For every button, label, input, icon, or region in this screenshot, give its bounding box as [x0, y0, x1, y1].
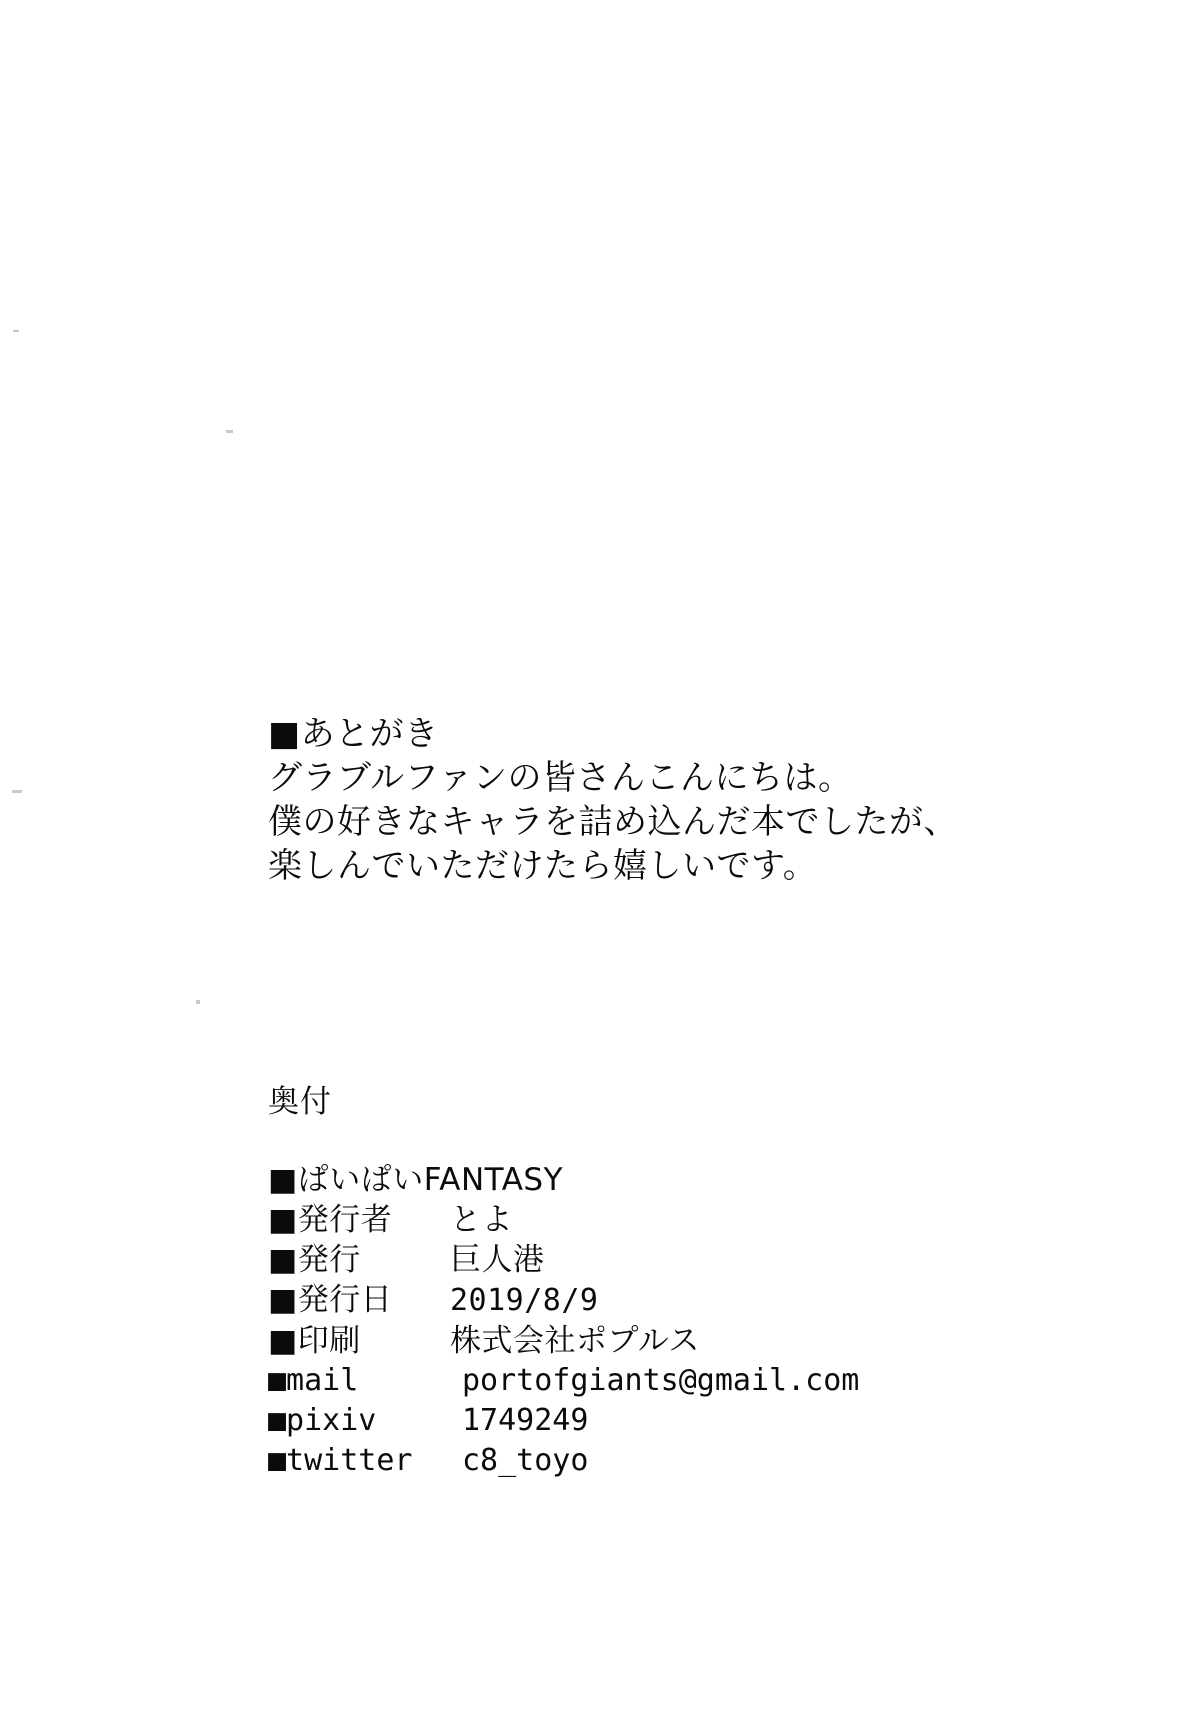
- afterword-line: 僕の好きなキャラを詰め込んだ本でしたが、: [268, 802, 958, 842]
- afterword-line: ■あとがき: [268, 714, 439, 754]
- colophon-label: ■mail: [268, 1363, 359, 1398]
- colophon-label: ■twitter: [268, 1443, 413, 1478]
- colophon-label: ■ぱいぱいFANTASY: [268, 1162, 564, 1198]
- colophon-row-twitter: [268, 1441, 1088, 1481]
- colophon-value: 2019/8/9: [450, 1283, 599, 1318]
- colophon-label: ■pixiv: [268, 1403, 377, 1438]
- scan-speck: [13, 330, 19, 332]
- colophon-value: とよ: [450, 1202, 513, 1238]
- colophon-label: ■発行日: [268, 1282, 393, 1318]
- scan-speck: [196, 1000, 200, 1004]
- colophon-row-title: [268, 1160, 1088, 1200]
- colophon-label: ■印刷: [268, 1323, 361, 1359]
- colophon-value: portofgiants@gmail.com: [462, 1363, 860, 1398]
- colophon-row-date: [268, 1280, 1088, 1321]
- afterword-line: 楽しんでいただけたら嬉しいです。: [268, 846, 818, 886]
- colophon-row-printer: [268, 1321, 1088, 1361]
- colophon-heading: 奥付: [268, 1084, 332, 1120]
- colophon-label: ■発行: [268, 1242, 361, 1278]
- colophon-label: ■発行者: [268, 1202, 393, 1238]
- colophon-value: 株式会社ポプルス: [450, 1323, 700, 1359]
- colophon-value: 巨人港: [450, 1242, 545, 1278]
- scan-speck: [226, 430, 233, 433]
- colophon-block: [268, 1160, 1088, 1481]
- afterword-line: グラブルファンの皆さんこんにちは。: [268, 758, 853, 798]
- colophon-row-publisher: [268, 1240, 1088, 1280]
- scan-speck: [12, 790, 22, 793]
- colophon-row-publisher-person: [268, 1200, 1088, 1240]
- colophon-value: c8_toyo: [462, 1443, 589, 1478]
- colophon-value: 1749249: [462, 1403, 589, 1438]
- colophon-row-mail: [268, 1361, 1088, 1401]
- afterword-block: [268, 712, 1068, 888]
- colophon-row-pixiv: [268, 1401, 1088, 1441]
